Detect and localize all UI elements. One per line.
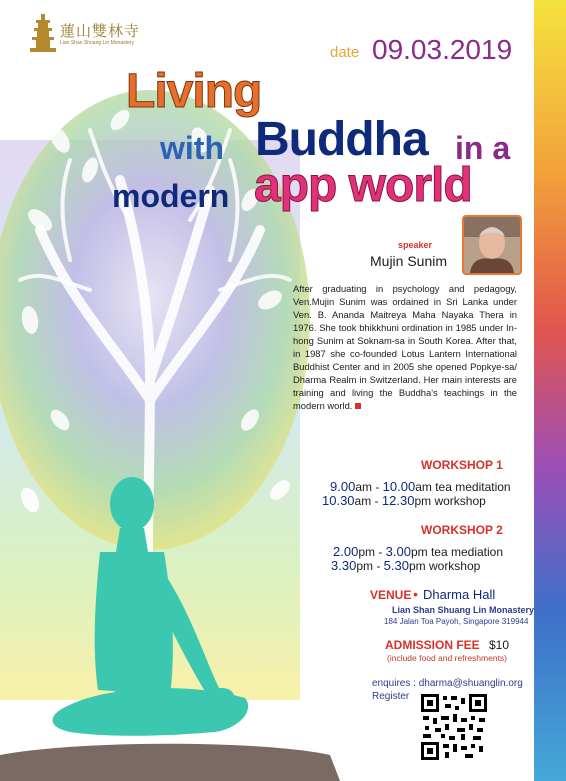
speaker-bio xyxy=(293,282,517,412)
venue-label: VENUE xyxy=(370,588,412,602)
title-buddha: Buddha xyxy=(255,113,428,166)
rainbow-strip xyxy=(534,0,566,781)
register-label: Register xyxy=(372,691,410,702)
title-modern: modern xyxy=(112,178,230,214)
logo-chinese-name: 蓮山雙林寺 xyxy=(60,22,141,40)
venue-bullet: • xyxy=(413,586,418,602)
title-app-world: app world xyxy=(254,159,472,212)
workshop2-session-1: 2.00pm - 3.00pm tea mediation xyxy=(333,544,504,559)
end-mark-icon xyxy=(355,403,361,409)
workshop1-session-1: 9.00am - 10.00am tea meditation xyxy=(330,479,511,494)
title-in-a: in a xyxy=(455,130,511,166)
date-label: date xyxy=(330,44,360,61)
meditating-figure xyxy=(40,460,280,780)
qr-code-icon[interactable] xyxy=(421,694,487,760)
enquiries-email[interactable]: enquires : dharma@shuanglin.org xyxy=(372,678,523,689)
workshop1-session-2: 10.30am - 12.30pm workshop xyxy=(322,493,486,508)
workshop2-session-2: 3.30pm - 5.30pm workshop xyxy=(331,558,481,573)
venue-address: 184 Jalan Toa Payoh, Singapore 319944 xyxy=(384,617,529,626)
pagoda-icon xyxy=(30,14,56,54)
title-living: Living xyxy=(126,65,262,118)
speaker-photo xyxy=(462,215,522,275)
title-with: with xyxy=(160,130,224,166)
venue-name: Dharma Hall xyxy=(423,587,496,602)
venue-monastery: Lian Shan Shuang Lin Monastery xyxy=(392,605,535,615)
workshop2-heading: WORKSHOP 2 xyxy=(421,523,503,537)
admission-fee-label: ADMISSION FEE xyxy=(385,638,480,652)
logo-tagline: Lian Shan Shuang Lin Monastery xyxy=(60,40,134,46)
admission-fee-value: $10 xyxy=(489,638,510,652)
admission-fee-note: (include food and refreshments) xyxy=(387,653,508,663)
speaker-label: speaker xyxy=(398,240,433,250)
speaker-name: Mujin Sunim xyxy=(370,253,448,269)
date-value: 09.03.2019 xyxy=(372,34,513,65)
workshop1-heading: WORKSHOP 1 xyxy=(421,458,503,472)
speaker-bio-text: After graduating in psychology and pedagogy, Ven.Mujin Sunim was ordained in Sri Lanka under Ven. B. Ananda Maitreya Maha Nayaka Thera in 1976. She took bhikkhuni ordination in 1985 under In-hong Sunim at Soknam-sa in South Korea. After that, in 1987 she co-founded Lotus Lantern International Buddhist Center and in 2005 she opened Popkye-sa/ Dharma Realm in Switzerland. Her main interests are training and living the Buddha's teachings in the modern world. xyxy=(293,283,517,411)
